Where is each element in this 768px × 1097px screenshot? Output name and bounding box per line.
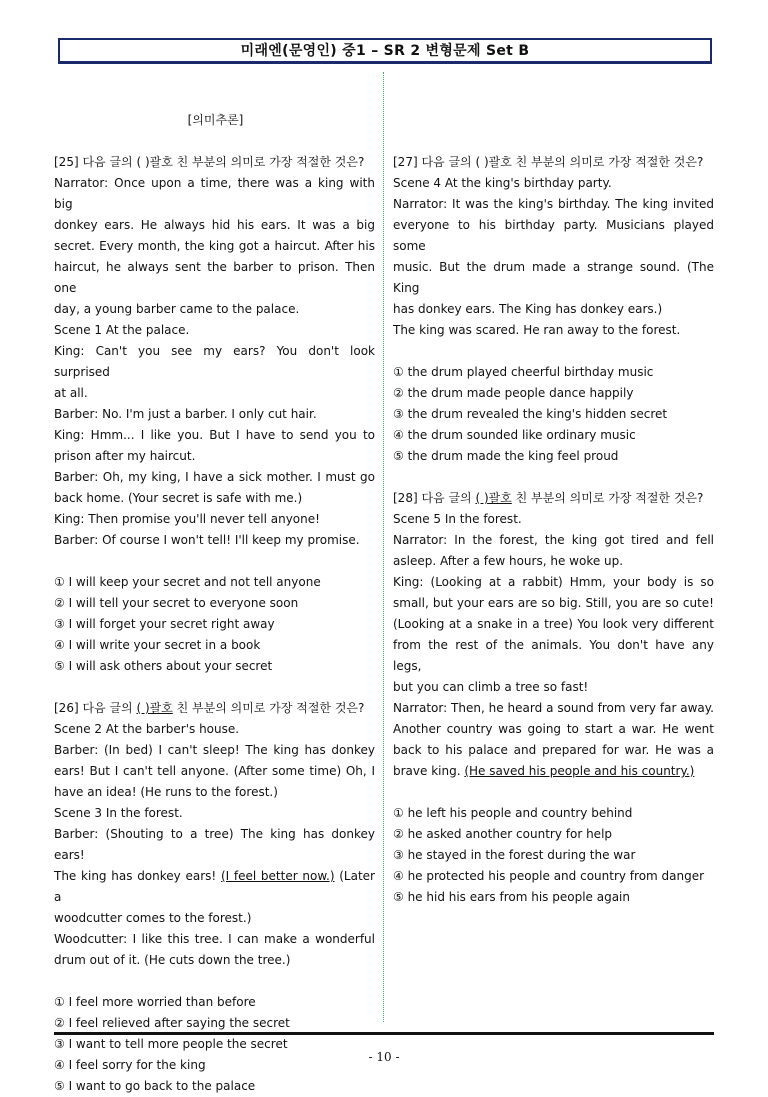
answer-option[interactable]: ④ he protected his people and country from danger: [393, 869, 705, 883]
underlined-phrase: (He saved his people and his country.): [464, 764, 695, 778]
answer-option[interactable]: ④ the drum sounded like ordinary music: [393, 428, 636, 442]
page-title: 미래엔(문영인) 중1 – SR 2 변형문제 Set B: [58, 38, 712, 64]
passage-line: Narrator: Once upon a time, there was a king with big: [54, 176, 375, 211]
passage-line: Barber: No. I'm just a barber. I only cut hair.: [54, 407, 317, 421]
passage-line: King: Then promise you'll never tell anyone!: [54, 512, 320, 526]
answer-option[interactable]: ③ I will forget your secret right away: [54, 617, 275, 631]
passage-line: Woodcutter: I like this tree. I can make a wonderful: [54, 932, 375, 946]
passage-line: woodcutter comes to the forest.): [54, 911, 252, 925]
passage-line: secret. Every month, the king got a haircut. After his: [54, 239, 375, 253]
passage-line: have an idea! (He runs to the forest.): [54, 785, 278, 799]
passage-line: has donkey ears. The King has donkey ears.): [393, 302, 663, 316]
scene-heading: Scene 3 In the forest.: [54, 806, 183, 820]
underlined-marker: ( )괄호: [136, 701, 173, 715]
answer-option[interactable]: ② I feel relieved after saying the secret: [54, 1016, 290, 1030]
passage-line: back to his palace and prepared for war. He was a: [393, 743, 714, 757]
passage-line: Barber: Of course I won't tell! I'll keep my promise.: [54, 533, 360, 547]
answer-option[interactable]: ② he asked another country for help: [393, 827, 613, 841]
passage-line: King: (Looking at a rabbit) Hmm, your body is so: [393, 575, 714, 589]
scene-heading: Scene 4 At the king's birthday party.: [393, 176, 612, 190]
question-28-prompt: [28] 다음 글의 ( )괄호 친 부분의 의미로 가장 적절한 것은?: [393, 491, 704, 505]
passage-line: The king has donkey ears! (I feel better now.) (Later a: [54, 869, 375, 904]
passage-line: at all.: [54, 386, 88, 400]
passage-line: King: Hmm... I like you. But I have to send you to: [54, 428, 375, 442]
answer-option[interactable]: ④ I will write your secret in a book: [54, 638, 261, 652]
passage-line: day, a young barber came to the palace.: [54, 302, 300, 316]
answer-option[interactable]: ⑤ I will ask others about your secret: [54, 659, 273, 673]
underlined-phrase: (I feel better now.): [220, 869, 335, 883]
answer-option[interactable]: ② the drum made people dance happily: [393, 386, 634, 400]
answer-option[interactable]: ① I feel more worried than before: [54, 995, 256, 1009]
answer-option[interactable]: ① he left his people and country behind: [393, 806, 633, 820]
passage-line: prison after my haircut.: [54, 449, 196, 463]
scene-heading: Scene 2 At the barber's house.: [54, 722, 240, 736]
answer-option[interactable]: ① the drum played cheerful birthday music: [393, 365, 654, 379]
question-27: [393, 152, 714, 467]
section-label: [의미추론]: [187, 113, 244, 127]
bottom-rule: [54, 1032, 714, 1035]
question-28: [393, 488, 714, 908]
passage-line: (Looking at a snake in a tree) You look very different: [393, 617, 714, 631]
passage-line: everyone to his birthday party. Musicians played some: [393, 218, 714, 253]
question-25: [54, 152, 375, 677]
question-26-prompt: [26] 다음 글의 ( )괄호 친 부분의 의미로 가장 적절한 것은?: [54, 701, 365, 715]
passage-line: from the rest of the animals. You don't have any legs,: [393, 638, 714, 673]
scene-heading: Scene 1 At the palace.: [54, 323, 190, 337]
passage-line: ears! But I can't tell anyone. (After some time) Oh, I: [54, 764, 375, 778]
passage-line: back home. (Your secret is safe with me.): [54, 491, 303, 505]
answer-option[interactable]: ③ he stayed in the forest during the war: [393, 848, 636, 862]
passage-line: King: Can't you see my ears? You don't look surprised: [54, 344, 375, 379]
answer-option[interactable]: ⑤ the drum made the king feel proud: [393, 449, 619, 463]
passage-line: Barber: (In bed) I can't sleep! The king has donkey: [54, 743, 375, 757]
passage-line: haircut, he always sent the barber to prison. Then one: [54, 260, 375, 295]
passage-line: Narrator: Then, he heard a sound from very far away.: [393, 701, 714, 715]
question-26: [54, 698, 375, 1097]
column-divider: [383, 72, 384, 1022]
answer-option[interactable]: ③ the drum revealed the king's hidden secret: [393, 407, 668, 421]
passage-line: but you can climb a tree so fast!: [393, 680, 589, 694]
answer-option[interactable]: ① I will keep your secret and not tell anyone: [54, 575, 321, 589]
passage-line: brave king. (He saved his people and his country.): [393, 764, 695, 778]
passage-line: Another country was going to start a war. He went: [393, 722, 714, 736]
passage-line: The king was scared. He ran away to the forest.: [393, 323, 681, 337]
passage-line: Narrator: In the forest, the king got tired and fell: [393, 533, 714, 547]
answer-option[interactable]: ② I will tell your secret to everyone soon: [54, 596, 299, 610]
passage-line: Narrator: It was the king's birthday. The king invited: [393, 197, 714, 211]
question-27-prompt: [27] 다음 글의 ( )괄호 친 부분의 의미로 가장 적절한 것은?: [393, 155, 704, 169]
passage-line: music. But the drum made a strange sound. (The King: [393, 260, 714, 295]
passage-line: donkey ears. He always hid his ears. It was a big: [54, 218, 375, 232]
passage-line: Barber: (Shouting to a tree) The king has donkey ears!: [54, 827, 375, 862]
page-number: - 10 -: [368, 1050, 400, 1064]
left-column: [54, 110, 375, 1097]
passage-line: drum out of it. (He cuts down the tree.): [54, 953, 291, 967]
right-column: [393, 152, 714, 908]
answer-option[interactable]: ④ I feel sorry for the king: [54, 1058, 206, 1072]
question-25-prompt: [25] 다음 글의 ( )괄호 친 부분의 의미로 가장 적절한 것은?: [54, 155, 365, 169]
scene-heading: Scene 5 In the forest.: [393, 512, 522, 526]
answer-option[interactable]: ③ I want to tell more people the secret: [54, 1037, 288, 1051]
answer-option[interactable]: ⑤ I want to go back to the palace: [54, 1079, 256, 1093]
passage-line: small, but your ears are so big. Still, you are so cute!: [393, 596, 714, 610]
answer-option[interactable]: ⑤ he hid his ears from his people again: [393, 890, 630, 904]
passage-line: asleep. After a few hours, he woke up.: [393, 554, 624, 568]
underlined-marker: ( )괄호: [475, 491, 512, 505]
passage-line: Barber: Oh, my king, I have a sick mother. I must go: [54, 470, 375, 484]
